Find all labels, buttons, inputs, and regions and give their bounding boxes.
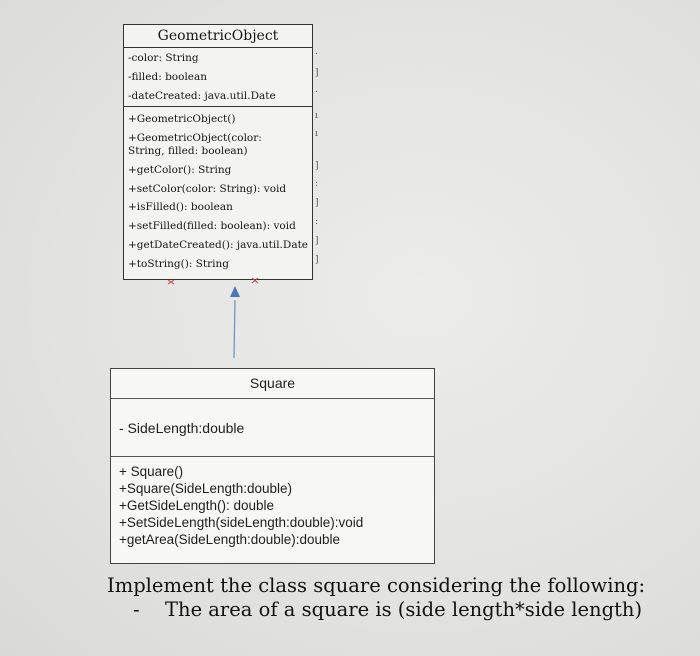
cross-mark-left (168, 280, 174, 284)
attribute-color: -color: String (128, 52, 199, 64)
square-class-box (110, 368, 435, 564)
crop-mark: ] (315, 198, 319, 208)
cropped-edge-marks (315, 45, 323, 275)
geometric-object-methods (124, 107, 312, 274)
geometric-object-attributes (124, 48, 312, 107)
method-get-area: +getArea(SideLength:double):double (119, 532, 341, 547)
crop-mark: ] (315, 68, 319, 78)
geometric-object-class-name: GeometricObject (124, 25, 312, 48)
inheritance-arrow (160, 270, 280, 370)
geometric-object-class-box (123, 24, 313, 280)
method-square-args: +Square(SideLength:double) (119, 481, 293, 496)
instruction-bullet (107, 598, 687, 622)
square-class-name: Square (111, 369, 434, 399)
square-methods (111, 457, 434, 548)
method-get-date-created: +getDateCreated(): java.util.Date (128, 238, 309, 251)
crop-mark: ] (315, 255, 319, 265)
method-square-default: + Square() (119, 464, 184, 479)
method-get-side-length: +GetSideLength(): double (119, 498, 274, 513)
arrow-head (230, 286, 240, 297)
method-get-color: +getColor(): String (128, 163, 232, 176)
crop-mark: ı (315, 111, 318, 121)
crop-mark: ] (315, 161, 319, 171)
cross-mark-right (252, 278, 258, 283)
bullet-text: The area of a square is (side length*side length) (165, 598, 643, 621)
bullet-marker: - (133, 598, 140, 621)
square-attributes (111, 399, 434, 457)
crop-mark: . (315, 47, 318, 57)
attribute-filled: -filled: boolean (128, 71, 208, 83)
instructions (107, 574, 687, 622)
crop-mark: ı (315, 129, 318, 139)
arrow-shaft (234, 300, 235, 358)
crop-mark: . (315, 85, 318, 95)
attribute-side-length: - SideLength:double (119, 419, 245, 436)
method-set-color: +setColor(color: String): void (128, 182, 287, 195)
method-constructor-default: +GeometricObject() (128, 113, 236, 125)
instruction-heading: Implement the class square considering the following: (107, 574, 646, 597)
method-set-filled: +setFilled(filled: boolean): void (128, 220, 296, 233)
attribute-date-created: -dateCreated: java.util.Date (128, 90, 276, 102)
method-is-filled: +isFilled(): boolean (128, 201, 233, 214)
crop-mark: : (315, 179, 319, 189)
method-set-side-length: +SetSideLength(sideLength:double):void (119, 515, 364, 530)
method-to-string: +toString(): String (128, 257, 229, 270)
crop-mark: : (315, 217, 319, 227)
method-constructor-args: +GeometricObject(color: String, filled: boolean) (128, 131, 262, 157)
crop-mark: ] (315, 236, 319, 246)
